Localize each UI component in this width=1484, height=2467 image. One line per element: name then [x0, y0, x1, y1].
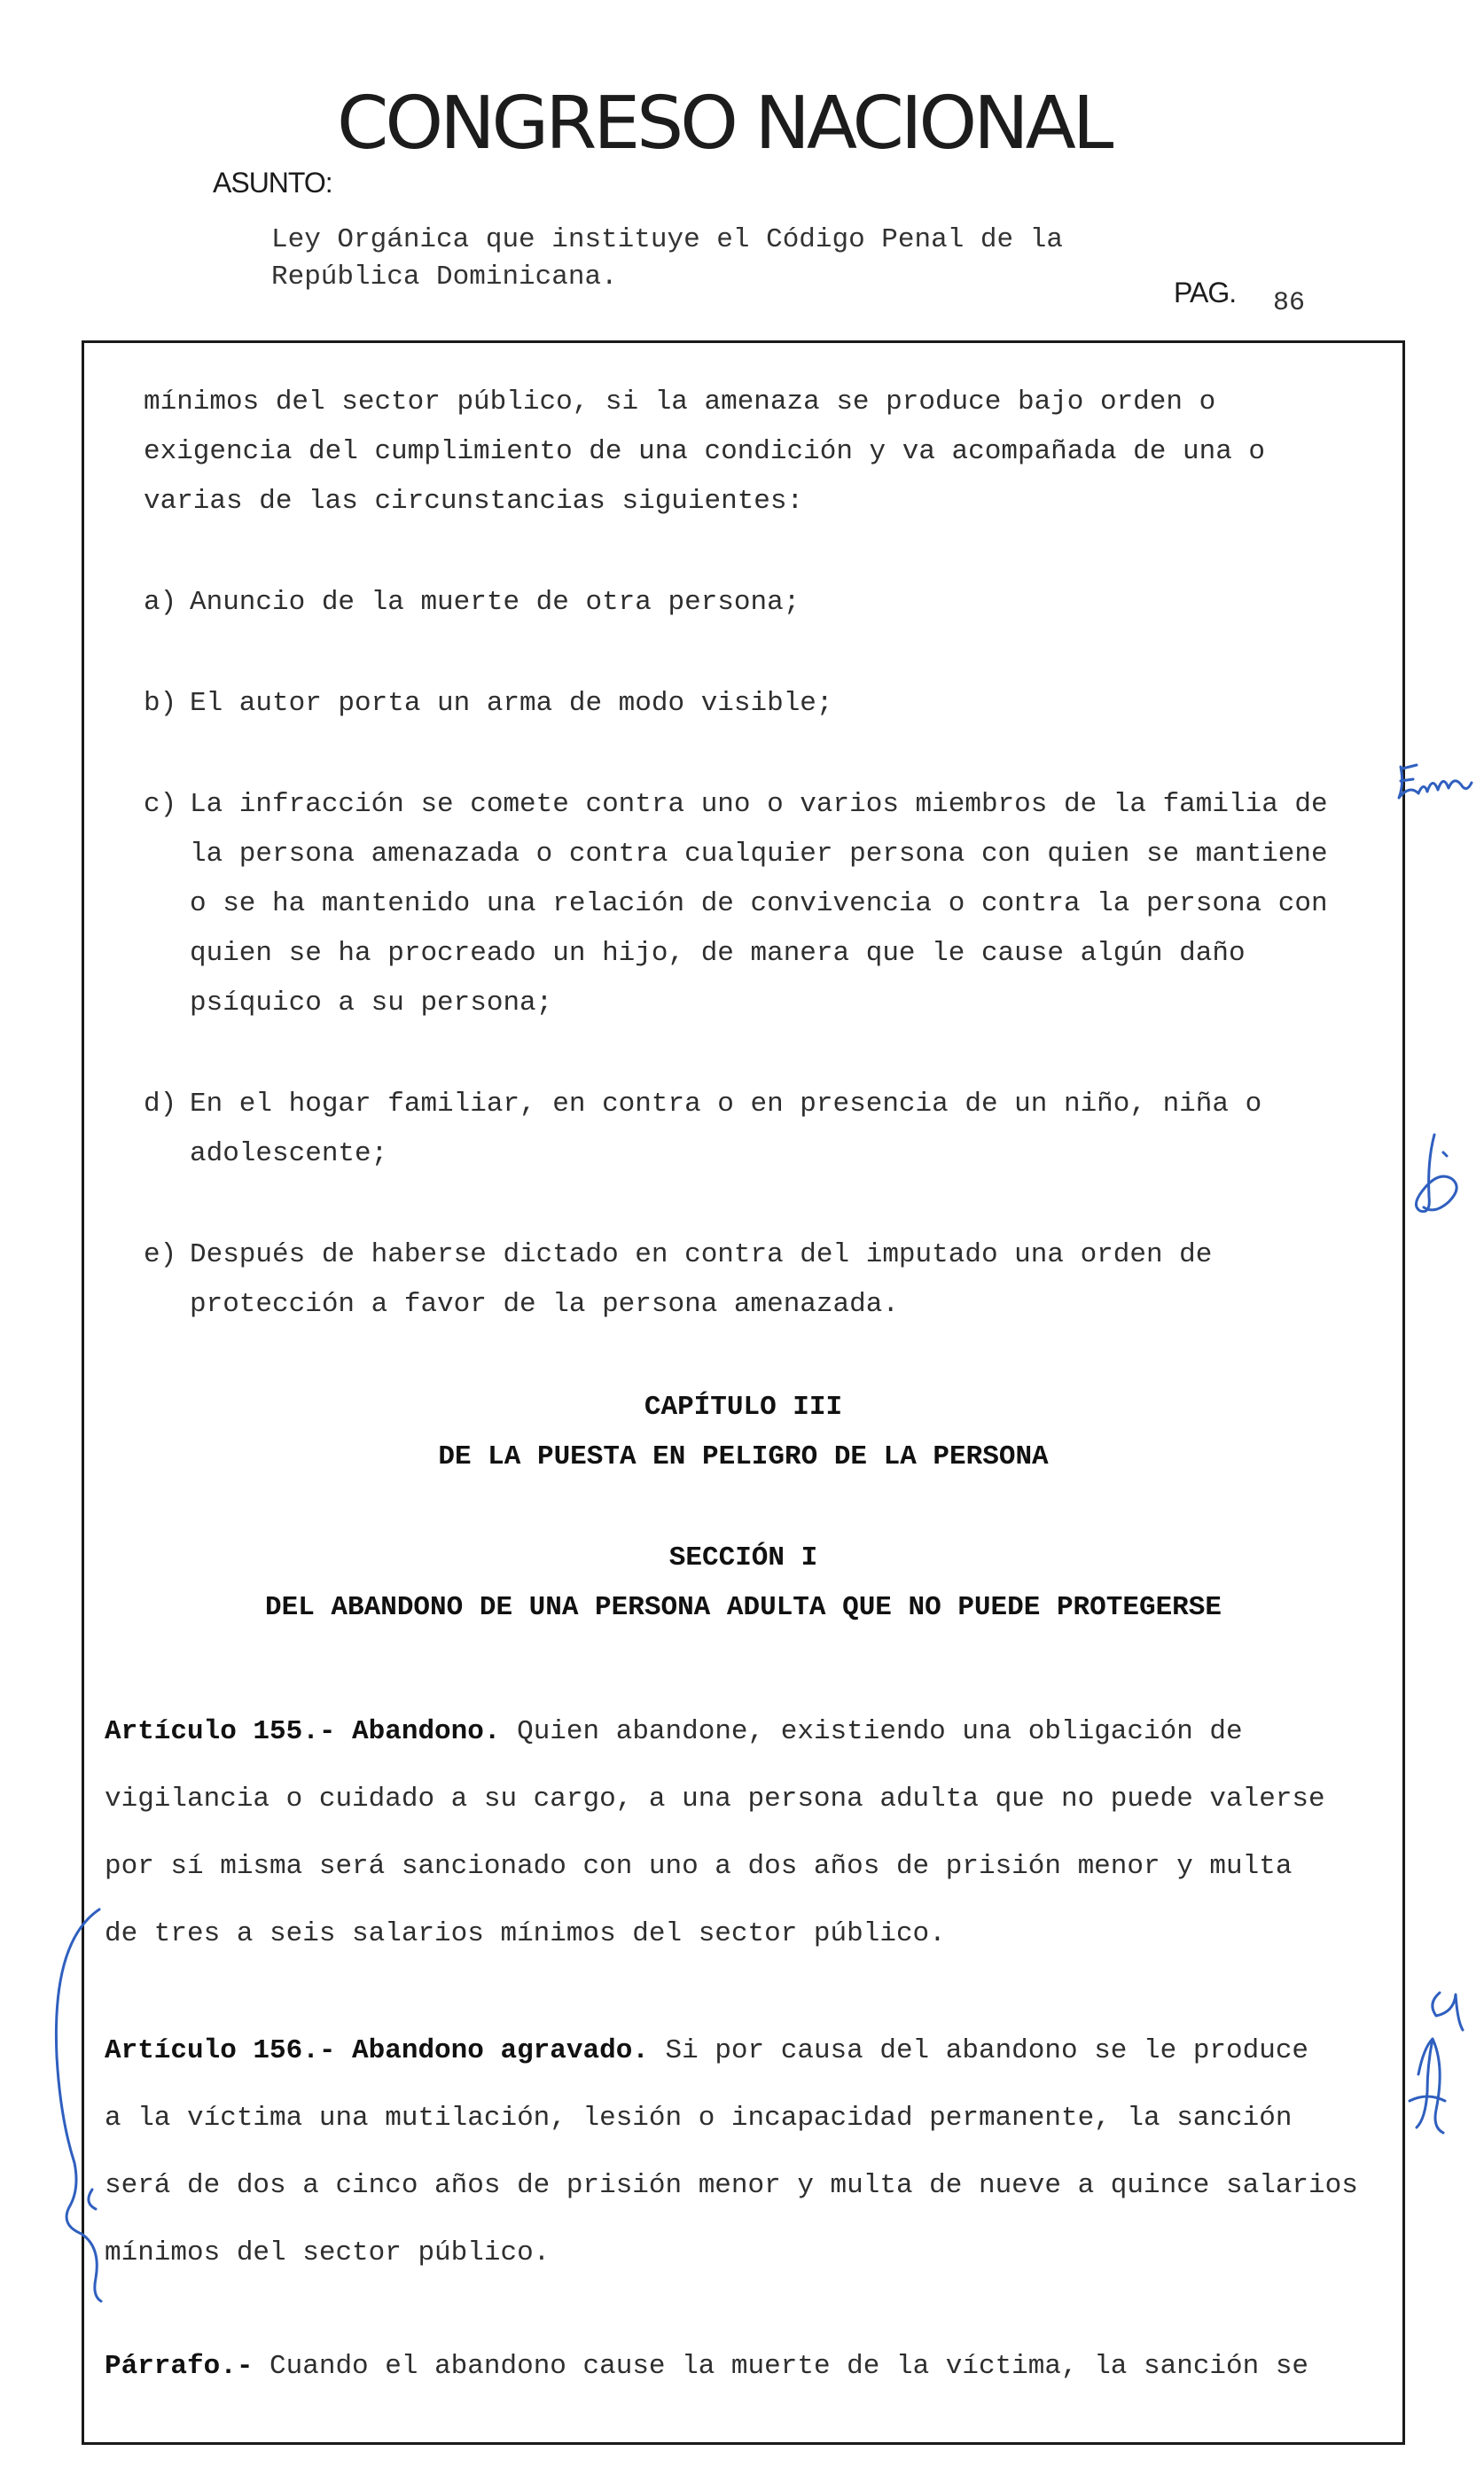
- article-155-heading: Artículo 155.- Abandono.: [105, 1716, 501, 1747]
- article-line: de tres a seis salarios mínimos del sector público.: [105, 1918, 946, 1949]
- list-item: d) En el hogar familiar, en contra o en presencia de un niño, niña o: [144, 1089, 1262, 1120]
- paragraph-heading: Párrafo.-: [105, 2351, 254, 2382]
- handwritten-bracket: [34, 1897, 113, 2305]
- article-line: por sí misma será sancionado con uno a dos años de prisión menor y multa: [105, 1851, 1293, 1882]
- list-item-line: psíquico a su persona;: [190, 988, 553, 1019]
- section-subtitle: DEL ABANDONO DE UNA PERSONA ADULTA QUE NO PUEDE PROTEGERSE: [265, 1592, 1222, 1623]
- list-item-line: protección a favor de la persona amenazada.: [190, 1289, 899, 1320]
- page-label: PAG.: [1174, 277, 1237, 308]
- handwritten-initials: [1392, 749, 1480, 820]
- list-item: b) El autor porta un arma de modo visible;: [144, 688, 833, 719]
- intro-line: mínimos del sector público, si la amenaza se produce bajo orden o: [144, 386, 1216, 418]
- subject-line: República Dominicana.: [271, 262, 618, 293]
- article-line: a la víctima una mutilación, lesión o incapacidad permanente, la sanción: [105, 2103, 1293, 2134]
- article-156-first-line: Artículo 156.- Abandono agravado. Si por causa del abandono se le produce: [105, 2035, 1309, 2066]
- subject-line: Ley Orgánica que instituye el Código Penal de la: [271, 224, 1063, 255]
- list-item: e) Después de haberse dictado en contra del imputado una orden de: [144, 1239, 1213, 1270]
- asunto-label: ASUNTO:: [213, 167, 332, 199]
- paragraph-line: Párrafo.- Cuando el abandono cause la muerte de la víctima, la sanción se: [105, 2351, 1309, 2382]
- handwritten-initials: [1408, 1126, 1470, 1223]
- article-line: mínimos del sector público.: [105, 2237, 551, 2268]
- chapter-title: CAPÍTULO III: [644, 1392, 843, 1423]
- article-line: vigilancia o cuidado a su cargo, a una persona adulta que no puede valerse: [105, 1784, 1325, 1815]
- page-number: 86: [1273, 288, 1306, 318]
- list-item: a) Anuncio de la muerte de otra persona;: [144, 587, 801, 618]
- article-156-heading: Artículo 156.- Abandono agravado.: [105, 2035, 649, 2066]
- list-item-line: la persona amenazada o contra cualquier persona con quien se mantiene: [190, 839, 1328, 870]
- chapter-subtitle: DE LA PUESTA EN PELIGRO DE LA PERSONA: [438, 1441, 1049, 1472]
- handwritten-signature: [1401, 1977, 1480, 2145]
- section-title: SECCIÓN I: [668, 1542, 818, 1573]
- intro-line: exigencia del cumplimiento de una condición y va acompañada de una o: [144, 436, 1266, 467]
- article-line: será de dos a cinco años de prisión menor y multa de nueve a quince salarios: [105, 2170, 1358, 2201]
- list-item: c) La infracción se comete contra uno o varios miembros de la familia de: [144, 789, 1328, 820]
- subject: [271, 222, 1063, 296]
- list-item-line: o se ha mantenido una relación de convivencia o contra la persona con: [190, 888, 1328, 919]
- article-155-first-line: Artículo 155.- Abandono. Quien abandone, existiendo una obligación de: [105, 1716, 1243, 1747]
- intro-line: varias de las circunstancias siguientes:: [144, 486, 804, 517]
- header-title: CONGRESO NACIONAL: [337, 82, 1111, 166]
- list-item-line: quien se ha procreado un hijo, de manera que le cause algún daño: [190, 938, 1246, 969]
- list-item-line: adolescente;: [190, 1138, 388, 1169]
